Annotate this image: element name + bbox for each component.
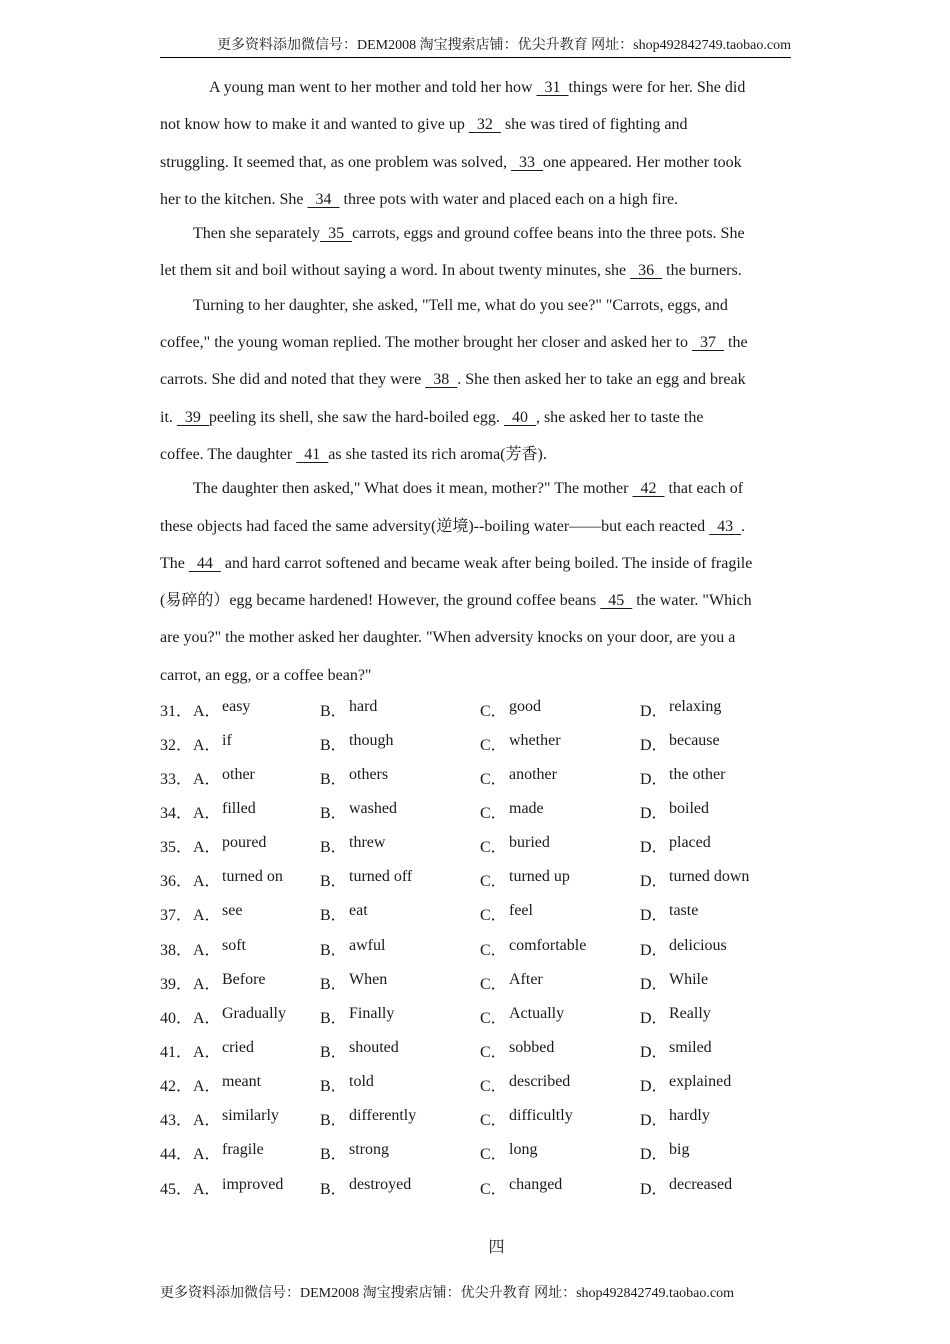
answer-option [480, 1176, 640, 1199]
answer-blank: 34 [307, 190, 340, 208]
answer-option [640, 1176, 800, 1199]
option-text: described [509, 1073, 571, 1091]
option-text: see [222, 902, 243, 920]
answer-option [480, 698, 640, 721]
question-number: 43． [160, 1112, 193, 1130]
option-text: soft [222, 936, 246, 954]
answer-option [320, 800, 480, 823]
cloze-passage [160, 69, 792, 694]
option-text: easy [222, 697, 251, 715]
passage-text: these objects had faced the same adversity(逆境)--boiling water——but each reacted [160, 517, 710, 535]
option-text: Finally [349, 1004, 395, 1022]
passage-text: Then she separately [193, 225, 321, 243]
option-letter: B． [320, 975, 347, 993]
option-text: difficultly [509, 1107, 573, 1125]
question-row [160, 999, 800, 1033]
option-text: another [509, 765, 557, 783]
option-letter: D． [640, 839, 668, 857]
question-number: 44． [160, 1146, 193, 1164]
answer-option [160, 1176, 320, 1199]
option-letter: B． [320, 804, 347, 822]
passage-line [160, 106, 792, 143]
option-letter: D． [640, 1043, 668, 1061]
question-number: 37． [160, 907, 193, 925]
option-text: told [349, 1073, 374, 1091]
answer-option [640, 1107, 800, 1130]
option-letter: B． [320, 1180, 347, 1198]
passage-text: struggling. It seemed that, as one problem was solved, [160, 153, 512, 171]
option-text: though [349, 731, 394, 749]
passage-line [160, 508, 792, 545]
answer-option [160, 1005, 320, 1028]
option-text: turned on [222, 868, 283, 886]
option-text: good [509, 697, 541, 715]
option-letter: C． [480, 907, 507, 925]
answer-option [320, 766, 480, 789]
option-letter: A． [193, 1078, 221, 1096]
option-text: taste [669, 902, 699, 920]
option-letter: C． [480, 1180, 507, 1198]
option-letter: C． [480, 839, 507, 857]
option-text: cried [222, 1038, 254, 1056]
option-letter: D． [640, 1146, 668, 1164]
answer-blank: 37 [692, 334, 724, 352]
option-letter: C． [480, 941, 507, 959]
option-text: changed [509, 1175, 563, 1193]
option-text: comfortable [509, 936, 587, 954]
answer-option [320, 1141, 480, 1164]
option-text: the other [669, 765, 726, 783]
answer-option [480, 1005, 640, 1028]
option-text: feel [509, 902, 533, 920]
option-text: improved [222, 1175, 284, 1193]
option-letter: D． [640, 975, 668, 993]
option-letter: D． [640, 736, 668, 754]
answer-option [320, 902, 480, 925]
answer-option [640, 868, 800, 891]
option-letter: A． [193, 975, 221, 993]
option-letter: A． [193, 1043, 221, 1061]
question-row [160, 794, 800, 828]
option-text: made [509, 799, 544, 817]
option-letter: D． [640, 941, 668, 959]
option-text: placed [669, 834, 711, 852]
option-letter: B． [320, 1078, 347, 1096]
option-text: turned down [669, 868, 750, 886]
answer-option [640, 902, 800, 925]
option-letter: D． [640, 804, 668, 822]
question-number: 41． [160, 1043, 193, 1061]
question-row [160, 1068, 800, 1102]
option-letter: A． [193, 804, 221, 822]
passage-text: coffee," the young woman replied. The mother brought her closer and asked her to [160, 334, 692, 352]
passage-text: carrots, eggs and ground coffee beans into the three pots. She [352, 225, 745, 243]
option-letter: A． [193, 1180, 221, 1198]
option-letter: B． [320, 1112, 347, 1130]
passage-text: A young man went to her mother and told her how [209, 79, 537, 96]
option-text: Before [222, 970, 266, 988]
option-letter: D． [640, 1009, 668, 1027]
passage-text: peeling its shell, she saw the hard-boiled egg. [208, 408, 504, 426]
answer-option [640, 937, 800, 960]
question-list [160, 692, 800, 1204]
answer-blank: 44 [188, 554, 221, 572]
answer-option [160, 1107, 320, 1130]
answer-option [640, 698, 800, 721]
option-text: other [222, 765, 255, 783]
option-text: turned up [509, 868, 570, 886]
option-letter: C． [480, 1078, 507, 1096]
question-number: 36． [160, 873, 193, 891]
passage-line [160, 657, 792, 694]
answer-blank: 33 [511, 153, 544, 171]
option-letter: C． [480, 770, 507, 788]
answer-option [160, 868, 320, 891]
answer-option [480, 766, 640, 789]
answer-blank: 43 [709, 517, 742, 535]
answer-option [160, 766, 320, 789]
option-text: fragile [222, 1141, 264, 1159]
passage-text: the burners. [662, 262, 742, 280]
option-text: filled [222, 799, 256, 817]
answer-option [160, 834, 320, 857]
option-letter: A． [193, 907, 221, 925]
option-letter: C． [480, 975, 507, 993]
option-text: smiled [669, 1038, 712, 1056]
question-row [160, 692, 800, 726]
answer-option [320, 937, 480, 960]
passage-paragraph [160, 287, 792, 473]
option-letter: B． [320, 1043, 347, 1061]
option-letter: C． [480, 736, 507, 754]
passage-text: The [160, 554, 189, 572]
option-text: delicious [669, 936, 727, 954]
answer-option [320, 834, 480, 857]
option-letter: A． [193, 1009, 221, 1027]
option-text: After [509, 970, 543, 988]
option-text: similarly [222, 1107, 279, 1125]
page-number: 四 [488, 1239, 505, 1256]
passage-text: that each of [664, 480, 744, 498]
option-text: awful [349, 936, 386, 954]
option-letter: A． [193, 702, 221, 720]
option-text: others [349, 765, 389, 783]
answer-option [320, 1039, 480, 1062]
option-text: hardly [669, 1107, 710, 1125]
passage-text: . [741, 517, 746, 535]
question-row [160, 1102, 800, 1136]
passage-line [160, 582, 792, 619]
passage-text: carrots. She did and noted that they were [160, 371, 426, 389]
answer-blank: 45 [600, 592, 633, 610]
answer-option [640, 1141, 800, 1164]
question-number: 35． [160, 839, 193, 857]
passage-paragraph [160, 215, 792, 290]
question-row [160, 863, 800, 897]
option-text: meant [222, 1073, 262, 1091]
answer-option [640, 766, 800, 789]
answer-option [160, 1073, 320, 1096]
option-text: relaxing [669, 697, 722, 715]
option-letter: D． [640, 702, 668, 720]
passage-line [160, 470, 792, 507]
option-letter: A． [193, 736, 221, 754]
passage-paragraph [160, 69, 792, 218]
option-letter: C． [480, 1043, 507, 1061]
passage-line [160, 436, 792, 473]
answer-option [160, 1039, 320, 1062]
option-text: washed [349, 799, 397, 817]
answer-option [480, 1107, 640, 1130]
question-number: 32． [160, 736, 193, 754]
answer-option [320, 698, 480, 721]
passage-text: the water. "Which [632, 592, 752, 610]
passage-text: the [724, 334, 748, 352]
option-text: poured [222, 834, 267, 852]
option-letter: D． [640, 1078, 668, 1096]
passage-text: (易碎的）egg became hardened! However, the ground coffee beans [160, 592, 601, 610]
answer-option [320, 868, 480, 891]
passage-line [160, 324, 792, 361]
option-letter: C． [480, 702, 507, 720]
question-row [160, 1136, 800, 1170]
question-row [160, 931, 800, 965]
answer-blank: 38 [425, 371, 458, 389]
passage-line [160, 361, 792, 398]
option-text: big [669, 1141, 690, 1159]
option-letter: D． [640, 1180, 668, 1198]
option-text: boiled [669, 799, 709, 817]
page-footer: 更多资料添加微信号：DEM2008 淘宝搜索店铺：优尖升教育 网址：shop492842749.taobao.com [160, 1286, 734, 1301]
answer-option [480, 971, 640, 994]
passage-line [160, 545, 792, 582]
answer-option [320, 1073, 480, 1096]
option-text: sobbed [509, 1038, 555, 1056]
passage-text: The daughter then asked," What does it mean, mother?" The mother [193, 480, 633, 498]
answer-option [320, 732, 480, 755]
answer-blank: 40 [503, 408, 536, 426]
question-number: 45． [160, 1180, 193, 1198]
question-row [160, 760, 800, 794]
option-letter: A． [193, 1146, 221, 1164]
passage-text: not know how to make it and wanted to give up [160, 116, 469, 134]
option-text: hard [349, 697, 378, 715]
passage-text: coffee. The daughter [160, 445, 297, 463]
option-letter: A． [193, 839, 221, 857]
answer-option [480, 868, 640, 891]
question-row [160, 726, 800, 760]
answer-option [640, 800, 800, 823]
option-text: Gradually [222, 1004, 286, 1022]
answer-option [640, 1039, 800, 1062]
passage-text: she was tired of fighting and [500, 116, 688, 134]
question-row [160, 965, 800, 999]
question-row [160, 829, 800, 863]
answer-option [480, 732, 640, 755]
option-letter: B． [320, 770, 347, 788]
option-letter: A． [193, 770, 221, 788]
passage-line [160, 399, 792, 436]
passage-text: her to the kitchen. She [160, 190, 308, 208]
passage-line [160, 287, 792, 324]
option-letter: C． [480, 873, 507, 891]
answer-blank: 42 [632, 480, 665, 498]
option-text: destroyed [349, 1175, 412, 1193]
option-letter: D． [640, 1112, 668, 1130]
passage-line [160, 181, 792, 218]
answer-option [640, 971, 800, 994]
option-letter: B． [320, 873, 347, 891]
answer-option [640, 834, 800, 857]
answer-option [320, 971, 480, 994]
answer-option [480, 902, 640, 925]
passage-paragraph [160, 470, 792, 694]
answer-blank: 36 [630, 262, 663, 280]
option-letter: C． [480, 804, 507, 822]
option-letter: B． [320, 907, 347, 925]
answer-option [160, 800, 320, 823]
option-text: When [349, 970, 388, 988]
passage-text: one appeared. Her mother took [543, 153, 742, 171]
option-text: because [669, 731, 720, 749]
passage-line [160, 69, 792, 106]
answer-option [160, 902, 320, 925]
passage-text: as she tasted its rich aroma(芳香). [328, 445, 547, 463]
answer-option [160, 732, 320, 755]
passage-text: let them sit and boil without saying a word. In about twenty minutes, she [160, 262, 631, 280]
option-letter: B． [320, 839, 347, 857]
option-text: if [222, 731, 232, 749]
answer-blank: 41 [296, 445, 329, 463]
question-number: 33． [160, 770, 193, 788]
passage-text: things were for her. She did [568, 79, 746, 96]
answer-option [320, 1005, 480, 1028]
option-letter: B． [320, 702, 347, 720]
answer-option [160, 698, 320, 721]
answer-option [480, 834, 640, 857]
question-number: 31． [160, 702, 193, 720]
passage-text: and hard carrot softened and became weak after being boiled. The inside of fragile [220, 554, 753, 572]
answer-blank: 35 [320, 225, 353, 243]
question-row [160, 897, 800, 931]
option-text: Actually [509, 1004, 565, 1022]
option-letter: A． [193, 1112, 221, 1130]
passage-line [160, 215, 792, 252]
passage-text: three pots with water and placed each on a high fire. [339, 190, 679, 208]
answer-blank: 32 [468, 116, 501, 134]
option-letter: D． [640, 873, 668, 891]
passage-text: , she asked her to taste the [535, 408, 704, 426]
option-text: long [509, 1141, 538, 1159]
answer-option [640, 1005, 800, 1028]
question-number: 42． [160, 1078, 193, 1096]
question-number: 38． [160, 941, 193, 959]
option-letter: C． [480, 1112, 507, 1130]
option-letter: C． [480, 1146, 507, 1164]
answer-option [640, 732, 800, 755]
passage-text: it. [160, 408, 177, 426]
question-number: 40． [160, 1009, 193, 1027]
answer-option [480, 1039, 640, 1062]
option-text: strong [349, 1141, 389, 1159]
question-number: 34． [160, 804, 193, 822]
option-text: While [669, 970, 709, 988]
option-text: threw [349, 834, 386, 852]
passage-text: are you?" the mother asked her daughter. "When adversity knocks on your door, are you a [160, 629, 736, 647]
option-letter: B． [320, 1009, 347, 1027]
option-text: differently [349, 1107, 417, 1125]
option-letter: B． [320, 736, 347, 754]
answer-option [640, 1073, 800, 1096]
option-letter: B． [320, 1146, 347, 1164]
option-letter: C． [480, 1009, 507, 1027]
option-letter: A． [193, 941, 221, 959]
passage-line [160, 252, 792, 289]
answer-option [160, 1141, 320, 1164]
answer-option [480, 800, 640, 823]
answer-option [160, 971, 320, 994]
passage-text: Turning to her daughter, she asked, "Tell me, what do you see?" "Carrots, eggs, and [193, 296, 728, 314]
option-text: turned off [349, 868, 413, 886]
option-letter: A． [193, 873, 221, 891]
question-number: 39． [160, 975, 193, 993]
option-letter: D． [640, 770, 668, 788]
answer-option [480, 1073, 640, 1096]
option-text: decreased [669, 1175, 733, 1193]
option-text: eat [349, 902, 368, 920]
question-row [160, 1033, 800, 1067]
answer-option [480, 937, 640, 960]
answer-option [160, 937, 320, 960]
answer-option [480, 1141, 640, 1164]
option-text: shouted [349, 1038, 399, 1056]
answer-option [320, 1176, 480, 1199]
option-text: Really [669, 1004, 711, 1022]
option-letter: D． [640, 907, 668, 925]
page-header: 更多资料添加微信号：DEM2008 淘宝搜索店铺：优尖升教育 网址：shop492842749.taobao.com [160, 36, 791, 58]
answer-option [320, 1107, 480, 1130]
passage-text: carrot, an egg, or a coffee bean?" [160, 666, 372, 684]
option-text: buried [509, 834, 550, 852]
option-text: whether [509, 731, 561, 749]
passage-line [160, 619, 792, 656]
option-letter: B． [320, 941, 347, 959]
answer-blank: 31 [536, 79, 569, 96]
question-row [160, 1170, 800, 1204]
option-text: explained [669, 1073, 732, 1091]
passage-text: . She then asked her to take an egg and break [457, 371, 746, 389]
answer-blank: 39 [176, 408, 209, 426]
passage-line [160, 144, 792, 181]
